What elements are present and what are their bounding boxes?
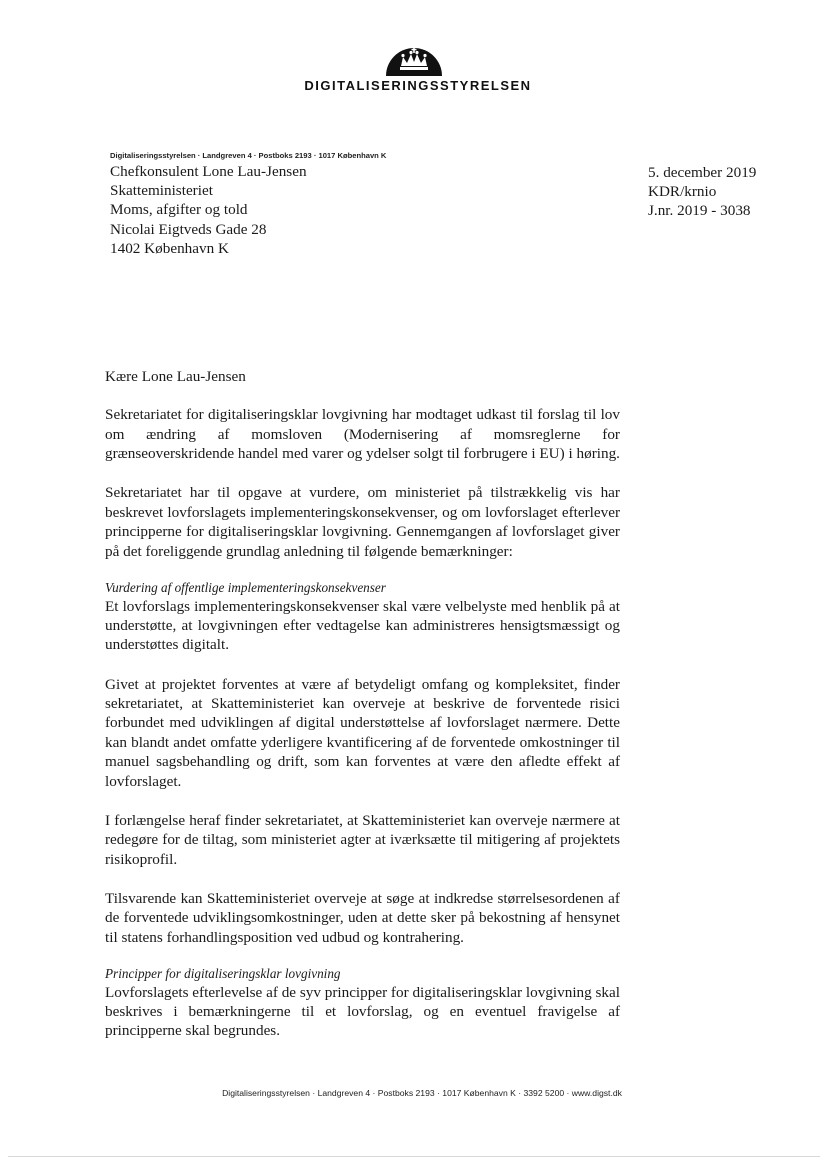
- org-name: DIGITALISERINGSSTYRELSEN: [304, 78, 532, 93]
- letter-reference: KDR/krnio: [648, 183, 717, 201]
- letter-meta: [648, 163, 756, 221]
- paragraph: Et lovforslags implementeringskonsekvenser skal være velbelyste med henblik på at understøtte, at lovgivningen efter vedtagelse kan administreres hensigtsmæssigt og understøttes digitalt.: [105, 597, 620, 654]
- recipient-address: [110, 162, 307, 258]
- recipient-ministry: Skatteministeriet: [110, 182, 213, 200]
- salutation: Kære Lone Lau-Jensen: [105, 368, 246, 385]
- letter-body: [105, 367, 620, 1061]
- paragraph: Lovforslagets efterlevelse af de syv principper for digitaliseringsklar lovgivning skal beskrives i bemærkningerne til et lovforslag, og en eventuel fravigelse af principperne skal begrundes.: [105, 983, 620, 1040]
- recipient-department: Moms, afgifter og told: [110, 201, 248, 219]
- paragraph: I forlængelse heraf finder sekretariatet, at Skatteministeriet kan overveje nærmere at redegøre for de tiltag, som ministeriet agter at iværksætte til mitigering af projektets risikoprofil.: [105, 811, 620, 868]
- recipient-city: 1402 København K: [110, 239, 229, 257]
- section-heading: Principper for digitaliseringsklar lovgivning: [105, 965, 341, 981]
- sender-address-line: Digitaliseringsstyrelsen · Landgreven 4 · Postboks 2193 · 1017 København K: [110, 151, 387, 160]
- page-edge-divider: [8, 1156, 820, 1157]
- crown-icon: [384, 44, 444, 76]
- paragraph: Tilsvarende kan Skatteministeriet overveje at søge at indkredse størrelsesordenen af de forventede udviklingsomkostninger, uden at dette sker på bekostning af hensynet til statens forhandlingsposition ved udbud og kontrahering.: [105, 889, 620, 946]
- letter-date: 5. december 2019: [648, 164, 757, 181]
- section-heading: Vurdering af offentlige implementeringskonsekvenser: [105, 579, 386, 595]
- paragraph: Sekretariatet har til opgave at vurdere, om ministeriet på tilstrækkelig vis har beskrevet lovforslagets implementeringskonsekvenser, og om lovforslaget efterlever principperne for digitaliseringsklar lovgivning. Gennemgangen af lovforslaget giver på det foreliggende grundlag anledning til følgende bemærkninger:: [105, 484, 620, 560]
- footer-address: Digitaliseringsstyrelsen · Landgreven 4 · Postboks 2193 · 1017 København K · 3392 5200 · www.digst.dk: [222, 1088, 622, 1098]
- recipient-street: Nicolai Eigtveds Gade 28: [110, 220, 267, 238]
- journal-number: J.nr. 2019 - 3038: [648, 202, 751, 220]
- recipient-name: Chefkonsulent Lone Lau-Jensen: [110, 163, 307, 180]
- paragraph: Givet at projektet forventes at være af betydeligt omfang og kompleksitet, finder sekretariatet, at Skatteministeriet kan overveje at beskrive de forventede risici forbundet med udviklingen af digital understøttelse af lovforslaget nærmere. Dette kan blandt andet omfatte yderligere kvantificering af de forventede omkostninger til manuel sagsbehandling og drift, som kan forventes at være den afledte effekt af lovforslaget.: [105, 675, 620, 790]
- paragraph: Sekretariatet for digitaliseringsklar lovgivning har modtaget udkast til forslag til lov om ændring af momsloven (Modernisering af momsreglerne for grænseoverskridende handel med varer og ydelser solgt til forbrugere i EU) i høring.: [105, 406, 620, 463]
